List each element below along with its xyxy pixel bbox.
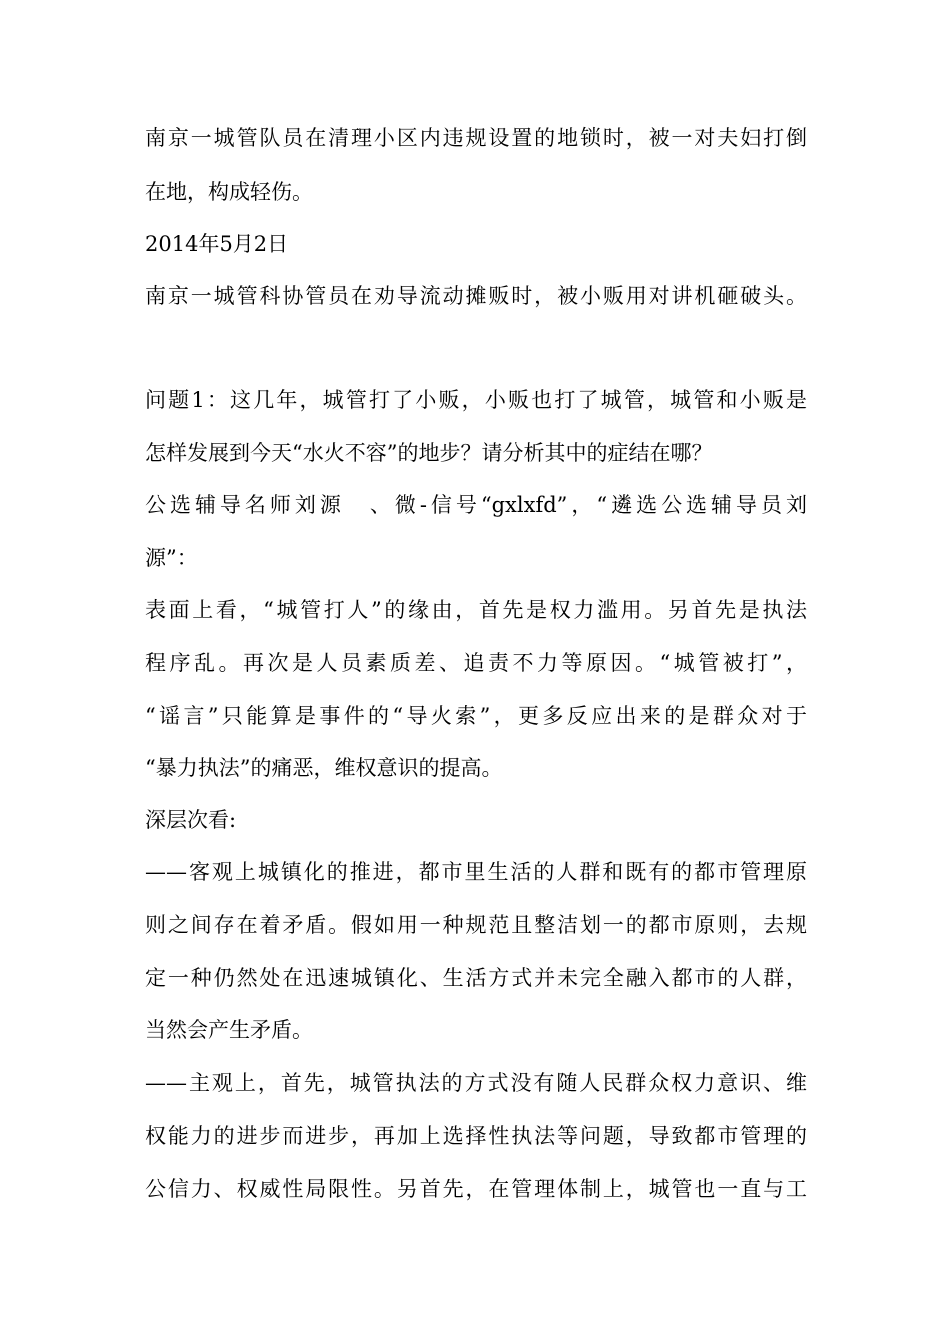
paragraph-line: 表面上看，“城管打人”的缘由，首先是权力滥用。另首先是执法 xyxy=(145,598,807,622)
section-heading: 深层次看: xyxy=(145,808,237,832)
paragraph-line: 当然会产生矛盾。 xyxy=(145,1018,313,1042)
date-line: 2014年5月2日 xyxy=(145,232,289,256)
paragraph-line: “谣言”只能算是事件的“导火索”，更多反应出来的是群众对于 xyxy=(145,704,807,728)
paragraph-line: 南京一城管科协管员在劝导流动摊贩时，被小贩用对讲机砸破头。 xyxy=(145,284,807,308)
paragraph-line: 南京一城管队员在清理小区内违规设置的地锁时，被一对夫妇打倒 xyxy=(145,126,807,150)
paragraph-line: 在地，构成轻伤。 xyxy=(145,180,313,204)
paragraph-line: 源”： xyxy=(145,546,198,570)
paragraph-line: 程序乱。再次是人员素质差、追责不力等原因。“城管被打”， xyxy=(145,651,807,675)
paragraph-line: 定一种仍然处在迅速城镇化、生活方式并未完全融入都市的人群， xyxy=(145,966,807,990)
paragraph-line: 公信力、权威性局限性。另首先，在管理体制上，城管也一直与工 xyxy=(145,1177,807,1201)
question-line: 怎样发展到今天“水火不容”的地步？请分析其中的症结在哪？ xyxy=(145,441,713,465)
paragraph-line: 则之间存在着矛盾。假如用一种规范且整洁划一的都市原则，去规 xyxy=(145,913,807,937)
paragraph-line: 公选辅导名师刘源 、微-信号“gxlxfd”，“遴选公选辅导员刘 xyxy=(145,493,807,517)
paragraph-line: ——客观上城镇化的推进，都市里生活的人群和既有的都市管理原 xyxy=(145,860,807,884)
paragraph-line: ——主观上，首先，城管执法的方式没有随人民群众权力意识、维 xyxy=(145,1071,807,1095)
question-line: 问题1：这几年，城管打了小贩，小贩也打了城管，城管和小贩是 xyxy=(145,388,807,412)
paragraph-line: 权能力的进步而进步，再加上选择性执法等问题，导致都市管理的 xyxy=(145,1124,807,1148)
paragraph-line: “暴力执法”的痛恶，维权意识的提高。 xyxy=(145,756,503,780)
